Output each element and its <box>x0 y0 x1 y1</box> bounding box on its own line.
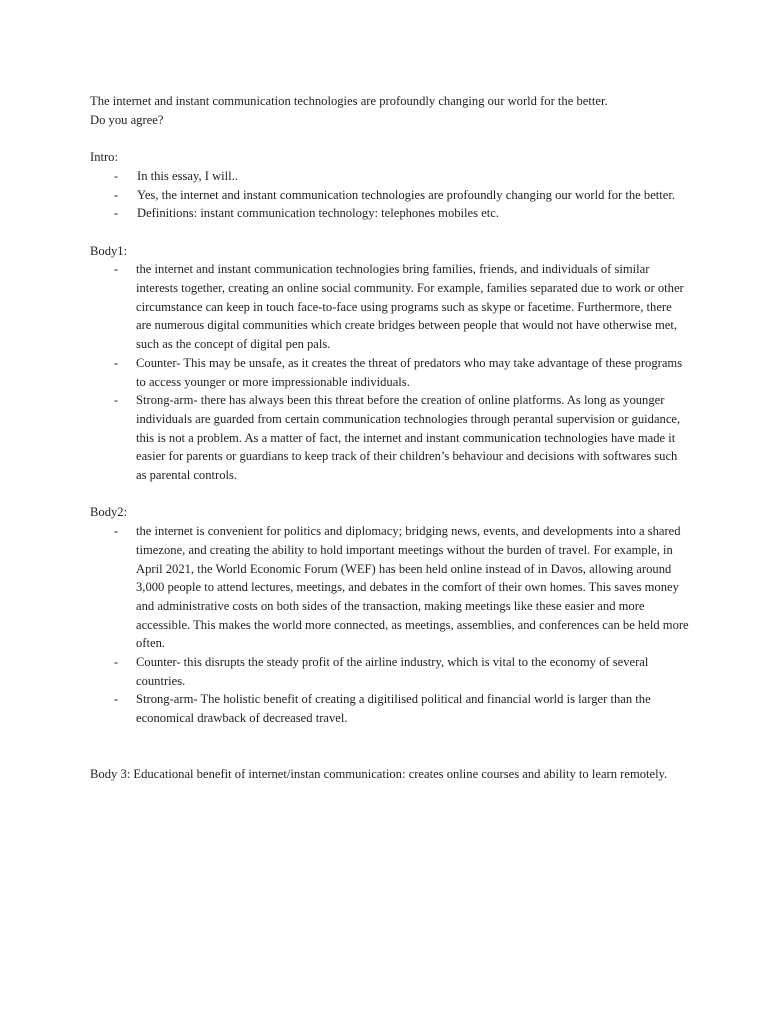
list-item-text: In this essay, I will.. <box>137 168 238 183</box>
list-item <box>90 690 690 727</box>
bullet-dash: - <box>114 393 119 408</box>
essay-question-line-1: The internet and instant communication technologies are profoundly changing our world for the better. <box>90 94 608 108</box>
body1-list <box>90 260 690 484</box>
list-item-text: Yes, the internet and instant communication technologies are profoundly changing our world for the better. <box>137 187 676 202</box>
essay-question <box>90 92 690 129</box>
list-item-text: the internet and instant communication technologies bring families, friends, and individuals of similar interests together, creating an online social community. For example, families separated due to work or other circumstance can keep in touch face-to-face using programs such as skype or facetime. Furthermore, there are numerous digital communities which create bridges between people that would not have otherwise met, such as the concept of digital pen pals. <box>136 262 684 352</box>
list-item-text: Counter- this disrupts the steady profit of the airline industry, which is vital to the economy of several countries. <box>136 655 649 688</box>
list-item <box>90 204 690 223</box>
body3-text: Body 3: Educational benefit of internet/instan communication: creates online courses and ability to learn remotely. <box>90 767 668 782</box>
essay-question-line-2: Do you agree? <box>90 112 164 127</box>
list-item-text: Strong-arm- The holistic benefit of creating a digitilised political and financial world is larger than the economical drawback of decreased travel. <box>136 692 651 726</box>
list-item <box>90 522 690 653</box>
list-item <box>90 260 690 354</box>
body1-section <box>90 242 690 485</box>
list-item-text: the internet is convenient for politics and diplomacy; bridging news, events, and developments into a shared timezone, and creating the ability to hold important meetings without the burden of travel. For example, in April 2021, the World Economic Forum (WEF) has been held online instead of in Davos, allowing around 3,000 people to attend lectures, meetings, and debates in the comfort of their own homes. This saves money and administrative costs on both sides of the transaction, making meetings like these easier and more accessible. This makes the world more connected, as meetings, assemblies, and conferences can be held more often. <box>136 524 689 651</box>
bullet-dash: - <box>114 187 119 202</box>
body2-section <box>90 503 690 727</box>
intro-list <box>90 167 690 223</box>
intro-heading: Intro: <box>90 150 118 165</box>
list-item <box>90 186 690 205</box>
list-item-text: Counter- This may be unsafe, as it creates the threat of predators who may take advantage of these programs to access younger or more impressionable individuals. <box>136 355 683 389</box>
bullet-dash: - <box>114 655 119 670</box>
list-item <box>90 391 690 485</box>
bullet-dash: - <box>114 692 119 707</box>
bullet-dash: - <box>114 168 119 183</box>
list-item <box>90 653 690 690</box>
bullet-dash: - <box>114 524 119 539</box>
body3-section <box>90 765 690 784</box>
body1-heading: Body1: <box>90 243 128 258</box>
bullet-dash: - <box>114 206 119 221</box>
bullet-dash: - <box>114 355 119 370</box>
document-page <box>90 92 690 784</box>
list-item-text: Strong-arm- there has always been this threat before the creation of online platforms. As long as younger individuals are guarded from certain communication technologies through perantal supervision or guidance, this is not a problem. As a matter of fact, the internet and instant communication technologies have made it easier for parents or guardians to keep track of their children’s behaviour and decisions with softwares such as parental controls. <box>136 393 681 483</box>
list-item <box>90 354 690 391</box>
body2-heading: Body2: <box>90 505 128 520</box>
list-item <box>90 167 690 186</box>
bullet-dash: - <box>114 262 119 277</box>
intro-section <box>90 148 690 223</box>
list-item-text: Definitions: instant communication technology: telephones mobiles etc. <box>137 206 499 221</box>
body2-list <box>90 522 690 728</box>
